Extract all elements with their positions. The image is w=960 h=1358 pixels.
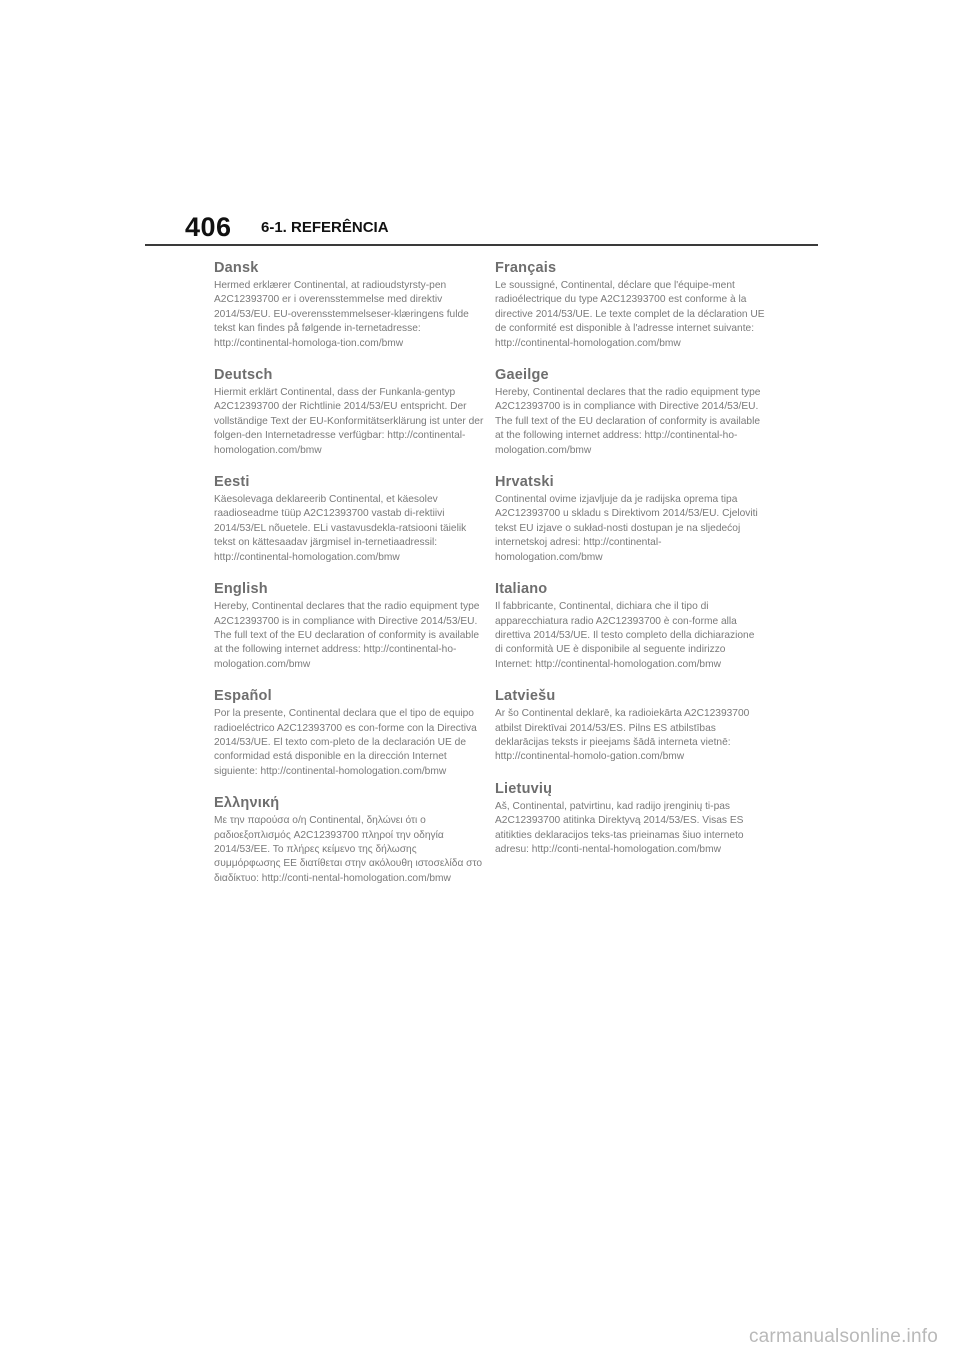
language-block-gaeilge	[495, 367, 765, 458]
language-heading: Italiano	[495, 581, 548, 598]
declaration-text: Ar šo Continental deklarē, ka radioiekārta A2C12393700 atbilst Direktīvai 2014/53/ES. Pilns ES atbilstības deklarācijas teksts ir pieejams šādā interneta vietnē: http://continental-homolo-gation.com/bmw	[495, 708, 750, 763]
language-block-english	[214, 581, 484, 672]
language-heading: Latviešu	[495, 688, 556, 705]
language-heading: English	[214, 581, 268, 598]
watermark-text: carmanualsonline.info	[748, 1326, 938, 1347]
language-heading: Français	[495, 260, 557, 276]
left-column	[214, 260, 484, 902]
declaration-text: Hereby, Continental declares that the radio equipment type A2C12393700 is in compliance with Directive 2014/53/EU. The full text of the EU declaration of conformity is available at the following internet address: http://continental-ho-mologation.com/bmw	[495, 387, 761, 456]
language-heading: Ελληνική	[214, 795, 280, 812]
declaration-text: Le soussigné, Continental, déclare que l'équipe-ment radioélectrique du type A2C12393700 est conforme à la directive 2014/53/UE. Le texte complet de la déclaration UE de conformité est disponible à l'adresse internet suivante: http://continental-homologation.com/bmw	[495, 280, 765, 349]
language-block-italiano	[495, 581, 765, 672]
declaration-text: Käesolevaga deklareerib Continental, et käesolev raadioseadme tüüp A2C12393700 vastab di-rektiivi 2014/53/EL nõuetele. ELi vastavusdekla-ratsiooni täielik tekst on kättesaadav järgmisel in-ternetiaadressil: http://continental-homologation.com/bmw	[214, 494, 467, 563]
language-block-francais	[495, 260, 765, 351]
language-heading: Deutsch	[214, 367, 273, 384]
language-heading: Lietuvių	[495, 780, 553, 797]
language-heading: Eesti	[214, 474, 250, 491]
language-heading: Gaeilge	[495, 367, 549, 384]
language-heading: Hrvatski	[495, 474, 554, 491]
declaration-text: Με την παρούσα ο/η Continental, δηλώνει ότι ο ραδιοεξοπλισμός A2C12393700 πληροί την οδηγία 2014/53/ΕΕ. Το πλήρες κείμενο της δήλωσης συμμόρφωσης ΕΕ διατίθεται στην ακόλουθη ιστοσελίδα στο διαδίκτυο: http://conti-nental-homologation.com/bmw	[214, 815, 482, 884]
language-block-greek	[214, 795, 484, 886]
language-block-eesti	[214, 474, 484, 565]
page-number: 406	[185, 212, 232, 242]
declaration-text: Hermed erklærer Continental, at radioudstyrsty-pen A2C12393700 er i overensstemmelse med direktiv 2014/53/EU. EU-overensstemmelseser-klæringens fulde tekst kan findes på følgende in-ternetadresse: http://continental-homologa-tion.com/bmw	[214, 280, 469, 349]
language-heading: Dansk	[214, 260, 259, 276]
language-block-latviesu	[495, 688, 765, 765]
header-divider	[145, 244, 818, 246]
declaration-text: Il fabbricante, Continental, dichiara che il tipo di apparecchiatura radio A2C12393700 è con-forme alla direttiva 2014/53/UE. Il testo completo della dichiarazione di conformità UE è disponibile al seguente indirizzo Internet: http://continental-homologation.com/bmw	[495, 601, 755, 670]
language-block-hrvatski	[495, 474, 765, 565]
language-block-lietuviu	[495, 781, 765, 858]
language-block-dansk	[214, 260, 484, 351]
declaration-text: Por la presente, Continental declara que el tipo de equipo radioeléctrico A2C12393700 es con-forme con la Directiva 2014/53/UE. El texto com-pleto de la declaración UE de conformidad está disponible en la dirección Internet siguiente: http://continental-homologation.com/bmw	[214, 708, 477, 777]
section-title: 6-1. REFERÊNCIA	[261, 219, 389, 236]
right-column	[495, 260, 765, 873]
language-heading: Español	[214, 688, 272, 705]
declaration-text: Continental ovime izjavljuje da je radijska oprema tipa A2C12393700 u skladu s Direktivom 2014/53/EU. Cjeloviti tekst EU izjave o sukład-nosti dostupan je na sljedećoj internetskoj adresi: http://continental-homologation.com/bmw	[495, 494, 758, 563]
declaration-text: Aš, Continental, patvirtinu, kad radijo įrenginių ti-pas A2C12393700 atitinka Direktyvą 2014/53/ES. Visas ES atitikties deklaracijos teks-tas prieinamas šiuo interneto adresu: http://conti-nental-homologation.com/bmw	[495, 800, 744, 855]
language-block-deutsch	[214, 367, 484, 458]
declaration-text: Hiermit erklärt Continental, dass der Funkanla-gentyp A2C12393700 der Richtlinie 2014/53/EU entspricht. Der vollständige Text der EU-Konformitätserklärung ist unter der folgen-den Internetadresse verfügbar: http://continental-homologation.com/bmw	[214, 387, 484, 456]
declaration-text: Hereby, Continental declares that the radio equipment type A2C12393700 is in compliance with Directive 2014/53/EU. The full text of the EU declaration of conformity is available at the following internet address: http://continental-ho-mologation.com/bmw	[214, 601, 480, 670]
language-block-espanol	[214, 688, 484, 779]
